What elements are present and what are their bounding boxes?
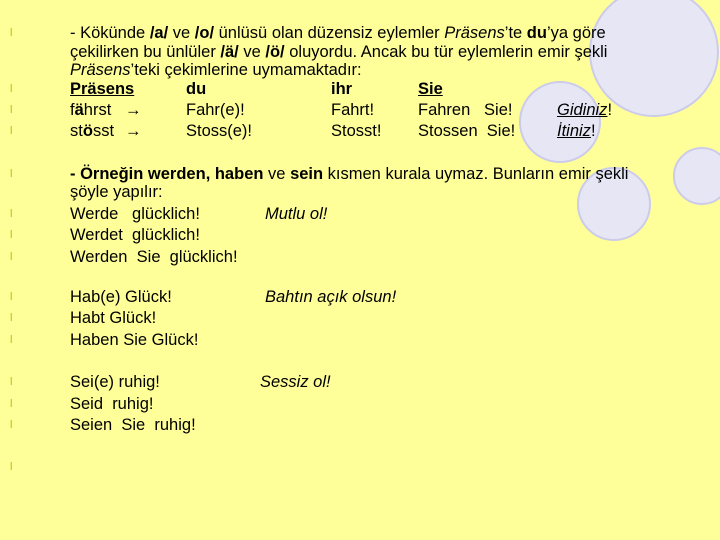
arrow-icon: → (125, 101, 142, 119)
bullet-icon: l (10, 251, 13, 263)
bullet-icon: l (10, 168, 13, 180)
paragraph-line: - Kökünde /a/ ve /o/ ünlüsü olan düzensiz eylemler Präsens’te du’ya göre (70, 24, 606, 42)
example-line: Sei(e) ruhig! (70, 373, 160, 391)
list-item (0, 414, 720, 436)
translation: Mutlu ol! (265, 205, 328, 223)
cell-translation: Gidiniz! (557, 101, 613, 119)
example-line: Seid ruhig! (70, 395, 154, 413)
example-line: Haben Sie Glück! (70, 331, 199, 349)
list-item (0, 371, 720, 393)
list-item (0, 329, 720, 351)
list-item (0, 224, 720, 246)
bullet-icon: l (10, 83, 13, 95)
bullet-icon: l (10, 291, 13, 303)
cell-du: Stoss(e)! (186, 122, 253, 140)
example-line: Werdet glücklich! (70, 226, 200, 244)
bullet-icon: l (10, 419, 13, 431)
paragraph-line: Präsens’teki çekimlerine uymamaktadır: (70, 61, 362, 79)
header-underline (70, 78, 415, 100)
cell-translation: İtiniz! (557, 122, 596, 140)
cell-du: Fahr(e)! (186, 101, 245, 119)
bullet-icon: l (10, 104, 13, 116)
list-item (0, 307, 720, 329)
list-item (0, 456, 720, 478)
cell-ihr: Fahrt! (331, 101, 375, 119)
example-line: Werden Sie glücklich! (70, 248, 238, 266)
table-header-row (0, 78, 720, 100)
paragraph-line: - Örneğin werden, haben ve sein kısmen kurala uymaz. Bunların emir şekli (70, 165, 629, 183)
list-item (0, 203, 720, 225)
bullet-icon: l (10, 312, 13, 324)
bullet-icon: l (10, 461, 13, 473)
cell-sie: Fahren Sie! (418, 101, 513, 119)
example-line: Habt Glück! (70, 309, 157, 327)
text-line (0, 181, 720, 203)
bullet-icon: l (10, 398, 13, 410)
cell-sie: Stossen Sie! (418, 122, 516, 140)
list-item (0, 246, 720, 268)
list-item (0, 286, 720, 308)
list-item (0, 393, 720, 415)
bullet-icon: l (10, 334, 13, 346)
header-prasens: Präsens (70, 80, 135, 98)
table-row (0, 99, 720, 121)
example-line: Werde glücklich! (70, 205, 200, 223)
cell-ihr: Stosst! (331, 122, 382, 140)
header-ihr: ihr (331, 80, 353, 98)
table-row (0, 120, 720, 142)
arrow-icon: → (125, 122, 142, 140)
translation: Sessiz ol! (260, 373, 331, 391)
example-line: Seien Sie ruhig! (70, 416, 196, 434)
paragraph-line: şöyle yapılır: (70, 183, 163, 201)
header-sie: Sie (418, 80, 443, 98)
bullet-icon: l (10, 125, 13, 137)
header-du: du (186, 80, 207, 98)
verb-du-form: fährst (70, 101, 112, 119)
bullet-icon: l (10, 229, 13, 241)
bullet-icon: l (10, 208, 13, 220)
example-line: Hab(e) Glück! (70, 288, 172, 306)
bullet-icon: l (10, 376, 13, 388)
translation: Bahtın açık olsun! (265, 288, 397, 306)
verb-du-form: stösst (70, 122, 115, 140)
bullet-icon: l (10, 27, 13, 39)
paragraph-line: çekilirken bu ünlüler /ä/ ve /ö/ oluyordu. Ancak bu tür eylemlerin emir şekli (70, 43, 608, 61)
